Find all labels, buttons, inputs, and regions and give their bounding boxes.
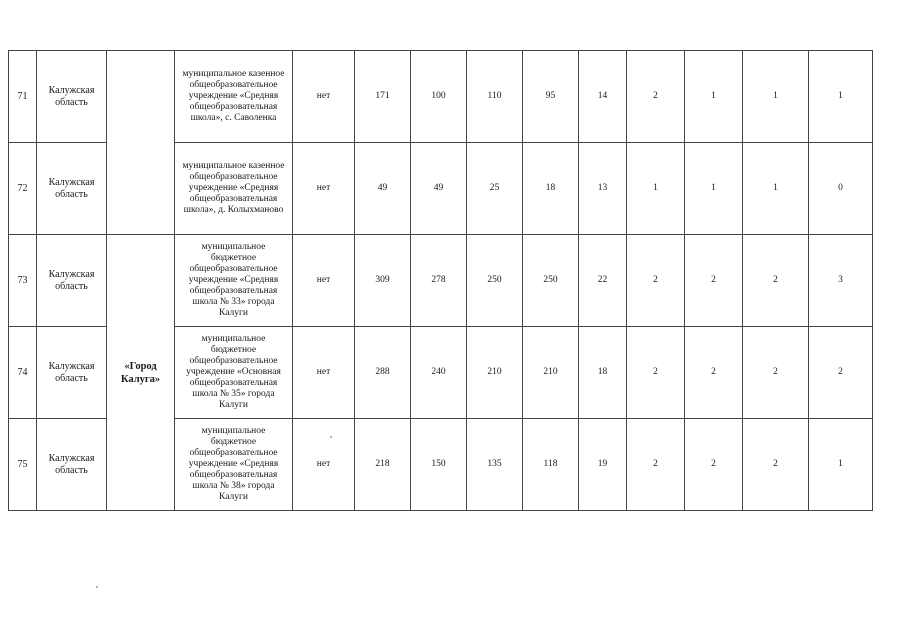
region-cell: Калужская область	[37, 235, 107, 327]
value-cell: 250	[523, 235, 579, 327]
value-cell: 22	[579, 235, 627, 327]
school-name-cell: муниципальное бюджетное общеобразовательное учреждение «Основная общеобразовательная школа № 35» города Калуги	[175, 327, 293, 419]
value-cell: 278	[411, 235, 467, 327]
region-cell: Калужская область	[37, 143, 107, 235]
flag-cell: нет	[293, 51, 355, 143]
value-cell: 171	[355, 51, 411, 143]
value-cell: 210	[467, 327, 523, 419]
region-cell: Калужская область	[37, 327, 107, 419]
value-cell: 2	[743, 419, 809, 511]
value-cell: 150	[411, 419, 467, 511]
value-cell: 2	[809, 327, 873, 419]
value-cell: 2	[743, 235, 809, 327]
row-number: 71	[9, 51, 37, 143]
school-name-cell: муниципальное бюджетное общеобразовательное учреждение «Средняя общеобразовательная школа № 38» города Калуги	[175, 419, 293, 511]
value-cell: 118	[523, 419, 579, 511]
value-cell: 49	[411, 143, 467, 235]
value-cell: 25	[467, 143, 523, 235]
scan-speck	[330, 436, 332, 438]
value-cell: 19	[579, 419, 627, 511]
value-cell: 18	[523, 143, 579, 235]
table-row	[9, 51, 873, 143]
value-cell: 2	[627, 235, 685, 327]
school-name-cell: муниципальное казенное общеобразовательное учреждение «Средняя общеобразовательная школа», с. Саволенка	[175, 51, 293, 143]
municipality-cell: «Город Калуга»	[107, 235, 175, 511]
municipality-cell	[107, 51, 175, 235]
value-cell: 1	[743, 143, 809, 235]
value-cell: 218	[355, 419, 411, 511]
value-cell: 2	[627, 419, 685, 511]
value-cell: 210	[523, 327, 579, 419]
value-cell: 110	[467, 51, 523, 143]
value-cell: 309	[355, 235, 411, 327]
row-number: 74	[9, 327, 37, 419]
value-cell: 100	[411, 51, 467, 143]
value-cell: 1	[743, 51, 809, 143]
row-number: 72	[9, 143, 37, 235]
value-cell: 13	[579, 143, 627, 235]
value-cell: 95	[523, 51, 579, 143]
value-cell: 288	[355, 327, 411, 419]
flag-cell: нет	[293, 143, 355, 235]
flag-cell: нет	[293, 327, 355, 419]
table-body	[9, 51, 873, 511]
region-cell: Калужская область	[37, 419, 107, 511]
value-cell: 2	[627, 51, 685, 143]
value-cell: 1	[685, 143, 743, 235]
flag-cell: нет	[293, 419, 355, 511]
value-cell: 49	[355, 143, 411, 235]
table-row	[9, 235, 873, 327]
value-cell: 2	[685, 235, 743, 327]
row-number: 75	[9, 419, 37, 511]
value-cell: 240	[411, 327, 467, 419]
schools-table	[8, 50, 873, 511]
flag-cell: нет	[293, 235, 355, 327]
value-cell: 18	[579, 327, 627, 419]
value-cell: 250	[467, 235, 523, 327]
value-cell: 2	[685, 419, 743, 511]
value-cell: 1	[809, 51, 873, 143]
value-cell: 14	[579, 51, 627, 143]
value-cell: 0	[809, 143, 873, 235]
row-number: 73	[9, 235, 37, 327]
value-cell: 2	[743, 327, 809, 419]
value-cell: 2	[685, 327, 743, 419]
school-name-cell: муниципальное казенное общеобразовательное учреждение «Средняя общеобразовательная школа», д. Колыхманово	[175, 143, 293, 235]
region-cell: Калужская область	[37, 51, 107, 143]
scan-speck	[96, 586, 98, 588]
value-cell: 1	[685, 51, 743, 143]
school-name-cell: муниципальное бюджетное общеобразовательное учреждение «Средняя общеобразовательная школа № 33» города Калуги	[175, 235, 293, 327]
value-cell: 3	[809, 235, 873, 327]
value-cell: 2	[627, 327, 685, 419]
value-cell: 1	[627, 143, 685, 235]
value-cell: 1	[809, 419, 873, 511]
value-cell: 135	[467, 419, 523, 511]
